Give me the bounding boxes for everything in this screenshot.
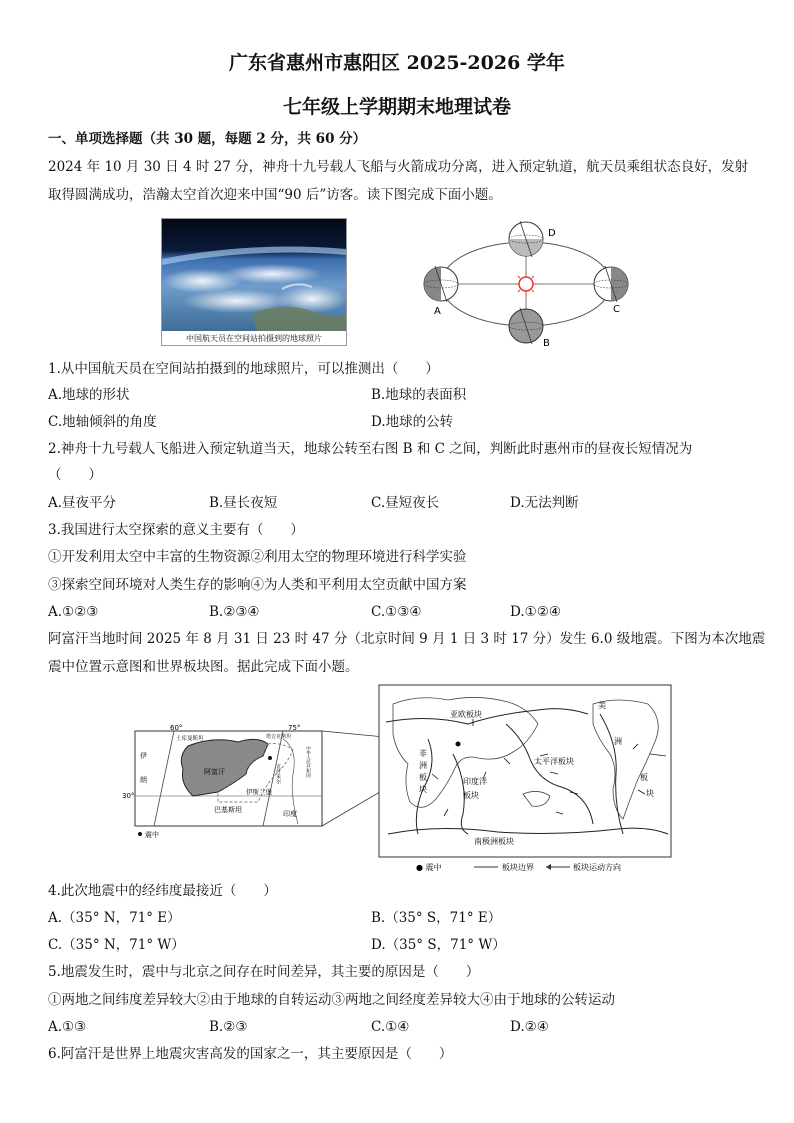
section-heading: 一、单项选择题（共 30 题，每题 2 分，共 60 分）: [48, 131, 367, 147]
plate-african-3: 板: [419, 773, 427, 782]
earth-position-c: [594, 266, 628, 302]
plate-american-2: 洲: [614, 737, 622, 746]
inset-turkmenistan: 土库曼斯坦: [176, 736, 204, 742]
inset-iran-1: 伊: [140, 752, 147, 760]
intro1-line2: 取得圆满成功，浩瀚太空首次迎来中国“90 后”访客。读下图完成下面小题。: [48, 187, 502, 203]
q4-option-a[interactable]: A.（35° N，71° E）: [48, 910, 181, 926]
inset-lon-60: 60°: [170, 724, 183, 732]
inset-legend-marker: [138, 832, 142, 836]
q3-option-a[interactable]: A.①②③: [48, 604, 99, 620]
inset-china: 中华人民共和国: [305, 746, 311, 778]
inset-epicenter-marker: [268, 756, 272, 760]
inset-india: 印度: [283, 810, 297, 818]
intro2-line1: 阿富汗当地时间 2025 年 8 月 31 日 23 时 47 分（北京时间 9 月 1 日 3 时 17 分）发生 6.0 级地震。下图为本次地震: [48, 631, 766, 647]
earth-position-a: [424, 266, 458, 302]
earth-photo-caption: 中国航天员在空间站拍摄到的地球照片: [186, 334, 322, 343]
inset-kashmir: 克什米尔: [275, 764, 281, 784]
earthquake-figure-svg: [118, 684, 678, 874]
q1-option-b[interactable]: B.地球的表面积: [371, 387, 467, 403]
q1-option-d[interactable]: D.地球的公转: [371, 414, 454, 430]
q3-line2: ③探索空间环境对人类生存的影响④为人类和平利用太空贡献中国方案: [48, 577, 467, 593]
afghanistan-inset-map: [122, 724, 322, 839]
world-legend-motion: 板块运动方向: [573, 863, 621, 872]
intro2-line2: 震中位置示意图和世界板块图。据此完成下面小题。: [48, 659, 359, 675]
q3-option-b[interactable]: B.②③④: [209, 604, 260, 620]
label-a: A: [434, 306, 441, 317]
q2-option-d[interactable]: D.无法判断: [510, 495, 579, 511]
q2-option-c[interactable]: C.昼短夜长: [371, 495, 440, 511]
label-c: C: [613, 304, 620, 315]
plate-african-2: 洲: [419, 761, 427, 770]
inset-tajikistan: 塔吉克斯坦: [266, 734, 292, 740]
inset-iran-2: 朗: [140, 776, 147, 784]
inset-lon-75: 75°: [288, 724, 301, 732]
plate-african-1: 非: [419, 749, 427, 758]
plate-american-1: 美: [598, 701, 606, 710]
q4-option-b[interactable]: B.（35° S，71° E）: [371, 910, 502, 926]
earthquake-figure: [118, 684, 678, 874]
plate-eurasian: 亚欧板块: [450, 710, 482, 719]
inset-afghanistan: 阿富汗: [204, 768, 225, 776]
label-b: B: [543, 338, 550, 349]
q2-stem-line1: 2.神舟十九号载人飞船进入预定轨道当天，地球公转至右图 B 和 C 之间，判断此时惠州市的昼夜长短情况为: [48, 441, 693, 457]
plate-american-4: 块: [646, 789, 654, 798]
q3-option-c[interactable]: C.①③④: [371, 604, 422, 620]
q3-option-d[interactable]: D.①②④: [510, 604, 561, 620]
q2-option-a[interactable]: A.昼夜平分: [48, 495, 117, 511]
inset-islamabad: 伊斯兰堡: [246, 788, 272, 796]
q1-option-a[interactable]: A.地球的形状: [48, 387, 130, 403]
inset-lat-30: 30°: [122, 792, 135, 800]
q1-option-c[interactable]: C.地轴倾斜的角度: [48, 414, 157, 430]
orbit-diagram-svg: [410, 214, 642, 354]
legend-arrow-icon: [546, 864, 551, 870]
plate-african-4: 块: [419, 785, 427, 794]
q1-stem: 1.从中国航天员在空间站拍摄到的地球照片，可以推测出（ ）: [48, 361, 439, 377]
earth-photo: [161, 218, 347, 346]
inset-pakistan: 巴基斯坦: [214, 806, 242, 814]
q3-stem: 3.我国进行太空探索的意义主要有（ ）: [48, 522, 304, 538]
intro1-line1: 2024 年 10 月 30 日 4 时 27 分，神舟十九号载人飞船与火箭成功分离，进入预定轨道，航天员乘组状态良好，发射: [48, 159, 749, 175]
inset-legend-epicenter: 震中: [145, 831, 159, 839]
earth-photo-image: [162, 219, 346, 345]
world-legend-boundary: 板块边界: [502, 863, 534, 872]
q4-option-c[interactable]: C.（35° N，71° W）: [48, 937, 185, 953]
q5-option-b[interactable]: B.②③: [209, 1019, 248, 1035]
exam-title-line1: 广东省惠州市惠阳区 2025-2026 学年: [229, 52, 565, 74]
orbit-diagram: [410, 214, 642, 354]
q4-option-d[interactable]: D.（35° S，71° W）: [371, 937, 506, 953]
q2-option-b[interactable]: B.昼长夜短: [209, 495, 278, 511]
plate-pacific: 太平洋板块: [534, 757, 574, 766]
sun-icon: [515, 273, 537, 295]
plate-indian-2: 板块: [463, 791, 479, 800]
label-d: D: [548, 228, 556, 239]
world-legend-epicenter: ● 震中: [416, 863, 442, 872]
world-epicenter-marker: [456, 742, 461, 747]
q5-option-a[interactable]: A.①③: [48, 1019, 87, 1035]
q5-option-c[interactable]: C.①④: [371, 1019, 410, 1035]
q5-option-d[interactable]: D.②④: [510, 1019, 549, 1035]
world-plate-map: [379, 685, 671, 872]
plate-antarctic: 南极洲板块: [474, 837, 514, 846]
earth-position-d: [509, 221, 543, 257]
q2-stem-line2: （ ）: [48, 467, 102, 483]
plate-indian-1: 印度洋: [463, 777, 487, 786]
q3-line1: ①开发利用太空中丰富的生物资源②利用太空的物理环境进行科学实验: [48, 549, 467, 565]
q6-stem: 6.阿富汗是世界上地震灾害高发的国家之一，其主要原因是（ ）: [48, 1046, 453, 1062]
plate-american-3: 板: [640, 773, 648, 782]
q5-stem: 5.地震发生时，震中与北京之间存在时间差异，其主要的原因是（ ）: [48, 964, 480, 980]
earth-position-b: [509, 308, 543, 344]
exam-title-line2: 七年级上学期期末地理试卷: [282, 96, 511, 118]
q5-line1: ①两地之间纬度差异较大②由于地球的自转运动③两地之间经度差异较大④由于地球的公转运动: [48, 992, 615, 1008]
q4-stem: 4.此次地震中的经纬度最接近（ ）: [48, 883, 277, 899]
